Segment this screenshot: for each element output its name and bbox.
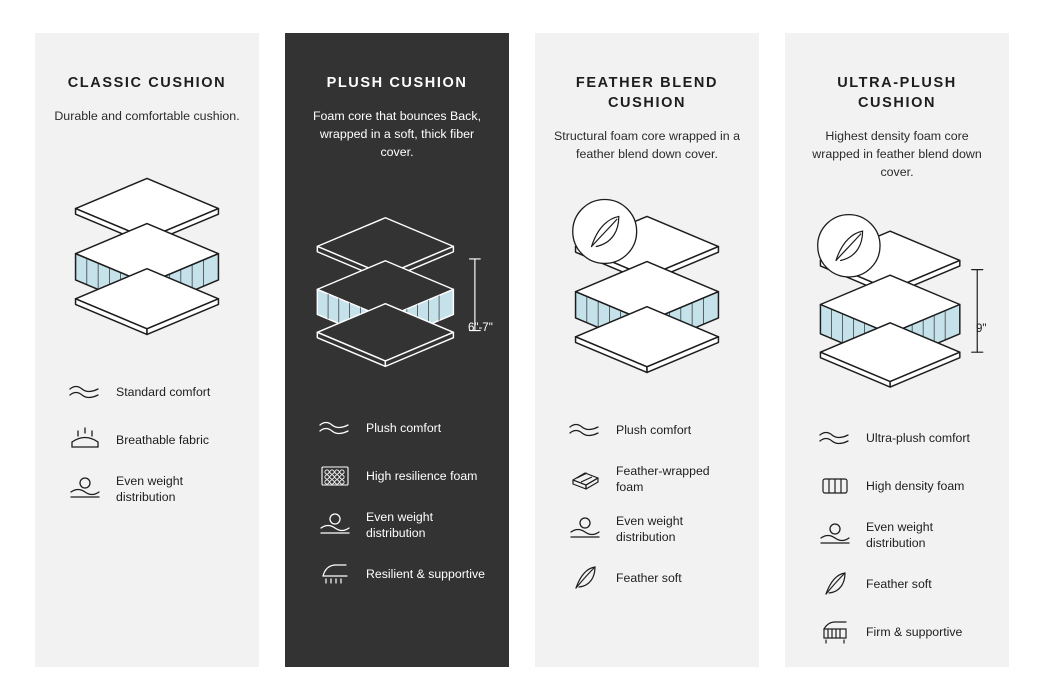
feature-label: Even weight distribution [616,514,683,544]
feature-list [303,413,491,607]
cushion-card-classic[interactable] [35,33,259,667]
feather-wrapped-foam-icon [567,464,603,494]
card-title: PLUSH CUSHION [326,75,468,91]
feather-icon [817,569,853,599]
weight-distribution-icon [317,510,353,540]
card-title: CLASSIC CUSHION [67,75,227,91]
feature-label: Breathable fabric [116,433,209,447]
cushion-layer-diagram [303,179,491,389]
feature-label: Feather-wrapped foam [616,464,710,494]
wave-icon [817,423,853,453]
layer-stack-illustration [553,186,741,386]
honeycomb-icon [317,461,353,491]
feature-item [317,509,491,541]
feature-item [817,423,991,453]
feature-item [67,377,241,407]
layer-stack-illustration [803,199,991,399]
wave-icon [567,415,603,445]
layer-stack-illustration [303,184,491,384]
feature-item [817,471,991,501]
feature-list [803,423,991,665]
weight-distribution-icon [567,514,603,544]
feature-item [317,461,491,491]
feature-label: Plush comfort [616,423,692,437]
feature-item [317,559,491,589]
card-title: ULTRA-PLUSH CUSHION [837,75,957,111]
feature-item [567,463,741,495]
high-density-foam-icon [817,471,853,501]
feature-item [567,563,741,593]
cushion-layer-diagram [53,143,241,353]
firm-supportive-icon [817,617,853,647]
feature-item [567,415,741,445]
feature-label: Plush comfort [366,421,442,435]
card-description: Structural foam core wrapped in a feather blend down cover. [554,129,740,161]
leaf-badge-icon [573,200,637,264]
cushion-card-plush[interactable] [285,33,509,667]
feature-item [817,569,991,599]
card-description: Highest density foam core wrapped in feather blend down cover. [812,129,982,179]
wave-icon [317,413,353,443]
height-label: 9" [976,323,987,335]
feature-item [67,425,241,455]
feature-item [817,617,991,647]
feature-label: Standard comfort [116,385,211,399]
breathable-fabric-icon [67,425,103,455]
feature-item [317,413,491,443]
feature-label: High density foam [866,479,965,493]
feature-label: Resilient & supportive [366,567,485,581]
card-description: Durable and comfortable cushion. [54,109,240,123]
feature-list [53,377,241,523]
height-label: 6"-7" [468,322,493,334]
feather-icon [567,563,603,593]
feature-label: High resilience foam [366,469,478,483]
cushion-layer-diagram [803,199,991,399]
feature-item [817,519,991,551]
layer-stack-illustration [53,148,241,348]
cushion-layer-diagram [553,181,741,391]
feature-label: Ultra-plush comfort [866,431,970,445]
cushion-card-ultra-plush[interactable] [785,33,1009,667]
wave-icon [67,377,103,407]
feature-label: Feather soft [866,577,932,591]
feature-label: Even weight distribution [866,520,933,550]
feature-list [553,415,741,611]
card-description: Foam core that bounces Back, wrapped in a soft, thick fiber cover. [312,109,482,159]
feature-label: Feather soft [616,571,682,585]
feature-label: Firm & supportive [866,625,963,639]
supportive-seat-icon [317,559,353,589]
card-title: FEATHER BLEND CUSHION [575,75,719,111]
weight-distribution-icon [67,474,103,504]
leaf-badge-icon [818,215,880,277]
feature-label: Even weight distribution [116,474,183,504]
weight-distribution-icon [817,520,853,550]
feature-label: Even weight distribution [366,510,433,540]
feature-item [567,513,741,545]
feature-item [67,473,241,505]
cushion-card-feather-blend[interactable] [535,33,759,667]
